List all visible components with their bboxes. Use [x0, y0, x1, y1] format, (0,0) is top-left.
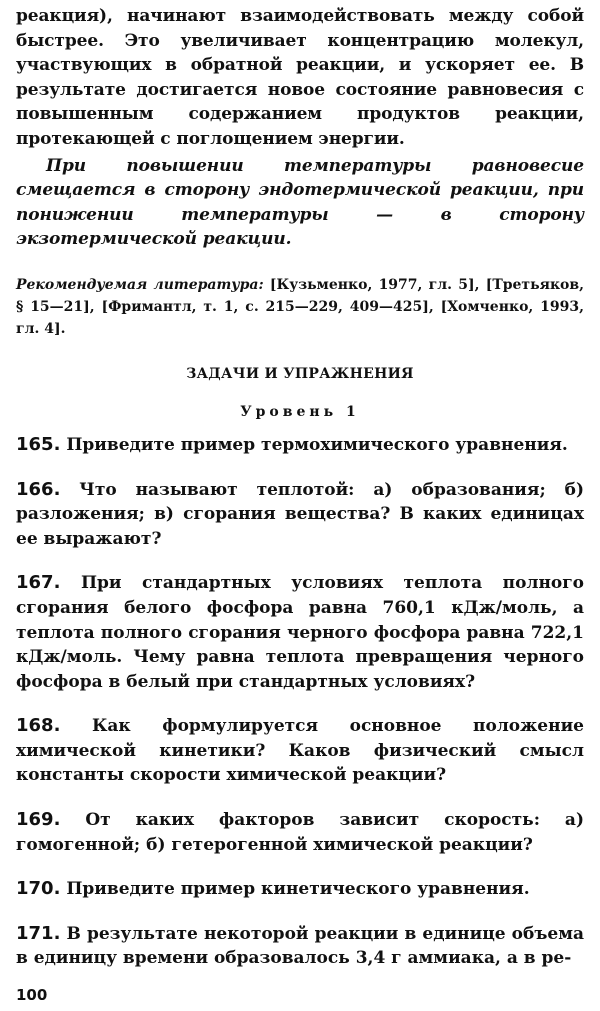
task-number: 169. — [16, 809, 61, 831]
task-text: При стандартных условиях теплота полного сгорания белого фосфора равна 760,1 кДж/моль, а теплота полного сгорания черного фосфора равна 722,1 кДж/моль. Чему равна теплота превращения черного фосфора в белый при стандартных условиях? — [16, 573, 584, 692]
task-item — [16, 877, 584, 902]
task-text: В результате некоторой реакции в единице объема в единицу времени образовалось 3,4 г аммиака, а в ре- — [16, 923, 584, 969]
level-heading: Уровень 1 — [240, 403, 360, 420]
literature-label: Рекомендуемая литература: — [16, 276, 264, 293]
page-number: 100 — [16, 986, 48, 1004]
task-item — [16, 478, 584, 552]
recommended-literature — [16, 274, 584, 340]
literature-references: [Кузьменко, 1977, гл. 5], [Третьяков, § 15—21], [Фримантл, т. 1, с. 215—229, 409—425], [Хомченко, 1993, гл. 4]. — [16, 276, 584, 337]
task-number: 167. — [16, 572, 61, 594]
task-number: 166. — [16, 478, 61, 500]
task-item — [16, 714, 584, 788]
task-number: 171. — [16, 922, 61, 944]
task-item — [16, 808, 584, 857]
section-heading: ЗАДАЧИ И УПРАЖНЕНИЯ — [186, 365, 414, 382]
task-text: От каких факторов зависит скорость: а) гомогенной; б) гетерогенной химической реакции? — [16, 810, 584, 855]
intro-paragraph: реакция), начинают взаимодействовать между собой быстрее. Это увеличивает концентрацию молекул, участвующих в обратной реакции, и ускоряет ее. В результате достигается новое состояние равновесия с повышенным содержанием продуктов реакции, протекающей с поглощением энергии. — [16, 6, 584, 149]
task-number: 170. — [16, 878, 61, 900]
temperature-rule-paragraph: При повышении температуры равновесие смещается в сторону эндотермической реакции, при понижении температуры — в сторону экзотермической реакции. — [16, 155, 584, 250]
task-number: 168. — [16, 715, 61, 737]
task-number: 165. — [16, 433, 61, 455]
task-text: Как формулируется основное положение химической кинетики? Каков физический смысл константы скорости химической реакции? — [16, 716, 584, 786]
task-text: Приведите пример термохимического уравнения. — [60, 434, 568, 455]
task-text: Что называют теплотой: а) образования; б) разложения; в) сгорания вещества? В каких единицах ее выражают? — [16, 479, 584, 549]
task-item — [16, 571, 584, 694]
task-text: Приведите пример кинетического уравнения. — [60, 879, 530, 900]
task-item — [16, 433, 584, 458]
task-item — [16, 922, 584, 971]
book-page — [16, 4, 584, 971]
